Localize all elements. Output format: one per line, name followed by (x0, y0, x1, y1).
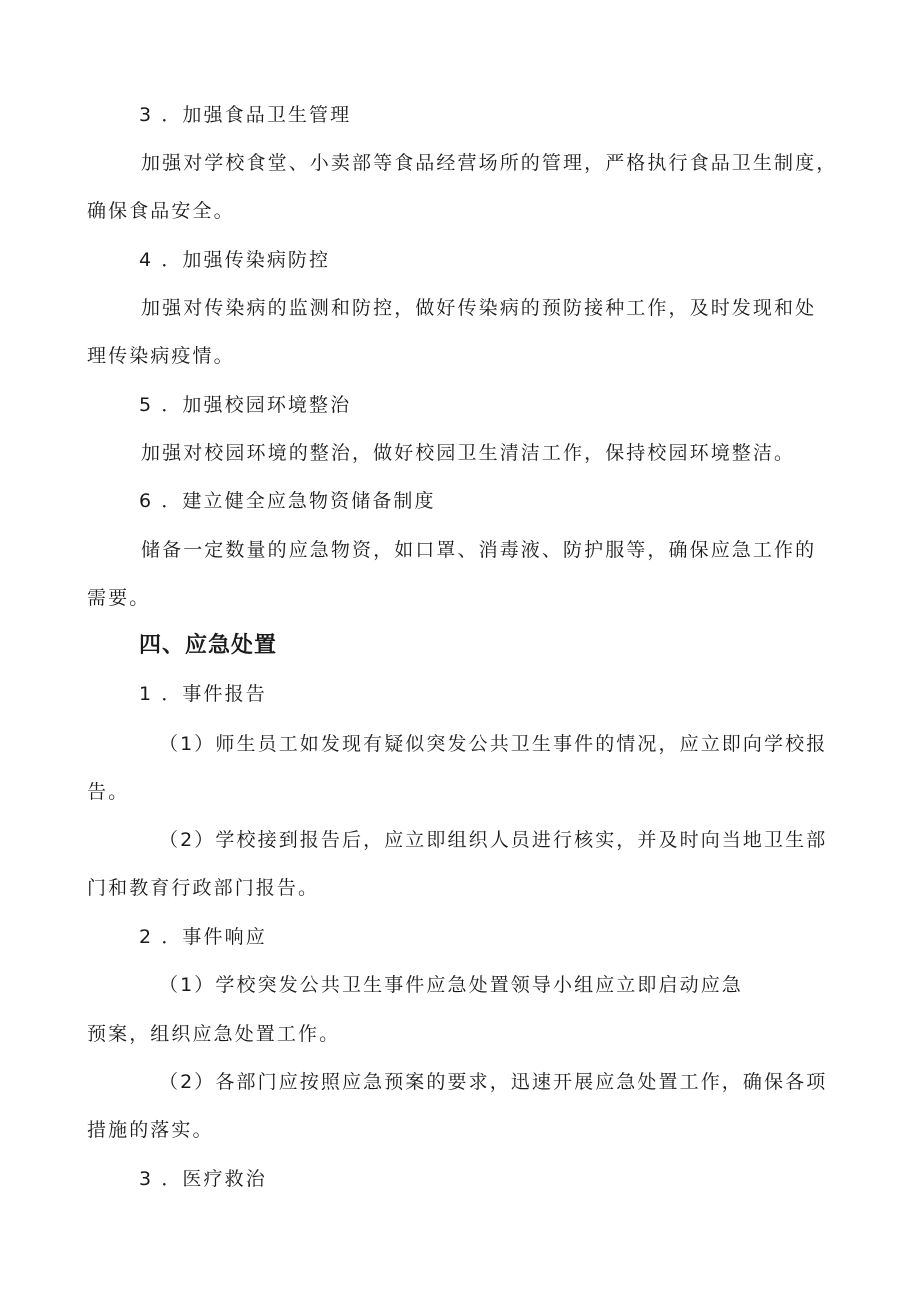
item-heading-6: 6 ．建立健全应急物资储备制度 (139, 490, 436, 512)
paragraph-line: 加强对传染病的监测和防控，做好传染病的预防接种工作，及时发现和处 (141, 297, 817, 319)
section-heading: 四、应急处置 (139, 633, 278, 658)
item-heading-3: 3 ．加强食品卫生管理 (139, 104, 352, 126)
paragraph-line: 确保食品安全。 (87, 200, 235, 222)
subsection-heading-3: 3 ．医疗救治 (139, 1168, 267, 1190)
subsection-heading-1: 1 ．事件报告 (139, 683, 267, 705)
paragraph-line: 储备一定数量的应急物资，如口罩、消毒液、防护服等，确保应急工作的 (141, 539, 817, 561)
paragraph-line: 加强对学校食堂、小卖部等食品经营场所的管理，严格执行食品卫生制度， (141, 152, 838, 174)
paragraph-line: （2）学校接到报告后，应立即组织人员进行核实，并及时向当地卫生部 (159, 829, 828, 851)
item-heading-4: 4 ．加强传染病防控 (139, 249, 331, 271)
paragraph-line: 加强对校园环境的整治，做好校园卫生清洁工作，保持校园环境整洁。 (141, 442, 796, 464)
paragraph-line: 措施的落实。 (87, 1119, 214, 1141)
item-heading-5: 5 ．加强校园环境整治 (139, 394, 352, 416)
paragraph-line: （1）学校突发公共卫生事件应急处置领导小组应立即启动应急 (159, 974, 743, 996)
paragraph-line: 告。 (87, 781, 130, 803)
paragraph-line: （1）师生员工如发现有疑似突发公共卫生事件的情况，应立即向学校报 (159, 733, 828, 755)
paragraph-line: （2）各部门应按照应急预案的要求，迅速开展应急处置工作，确保各项 (159, 1071, 828, 1093)
paragraph-line: 需要。 (87, 587, 151, 609)
paragraph-line: 理传染病疫情。 (87, 345, 235, 367)
paragraph-line: 预案，组织应急处置工作。 (87, 1023, 341, 1045)
paragraph-line: 门和教育行政部门报告。 (87, 877, 320, 899)
subsection-heading-2: 2 ．事件响应 (139, 926, 267, 948)
